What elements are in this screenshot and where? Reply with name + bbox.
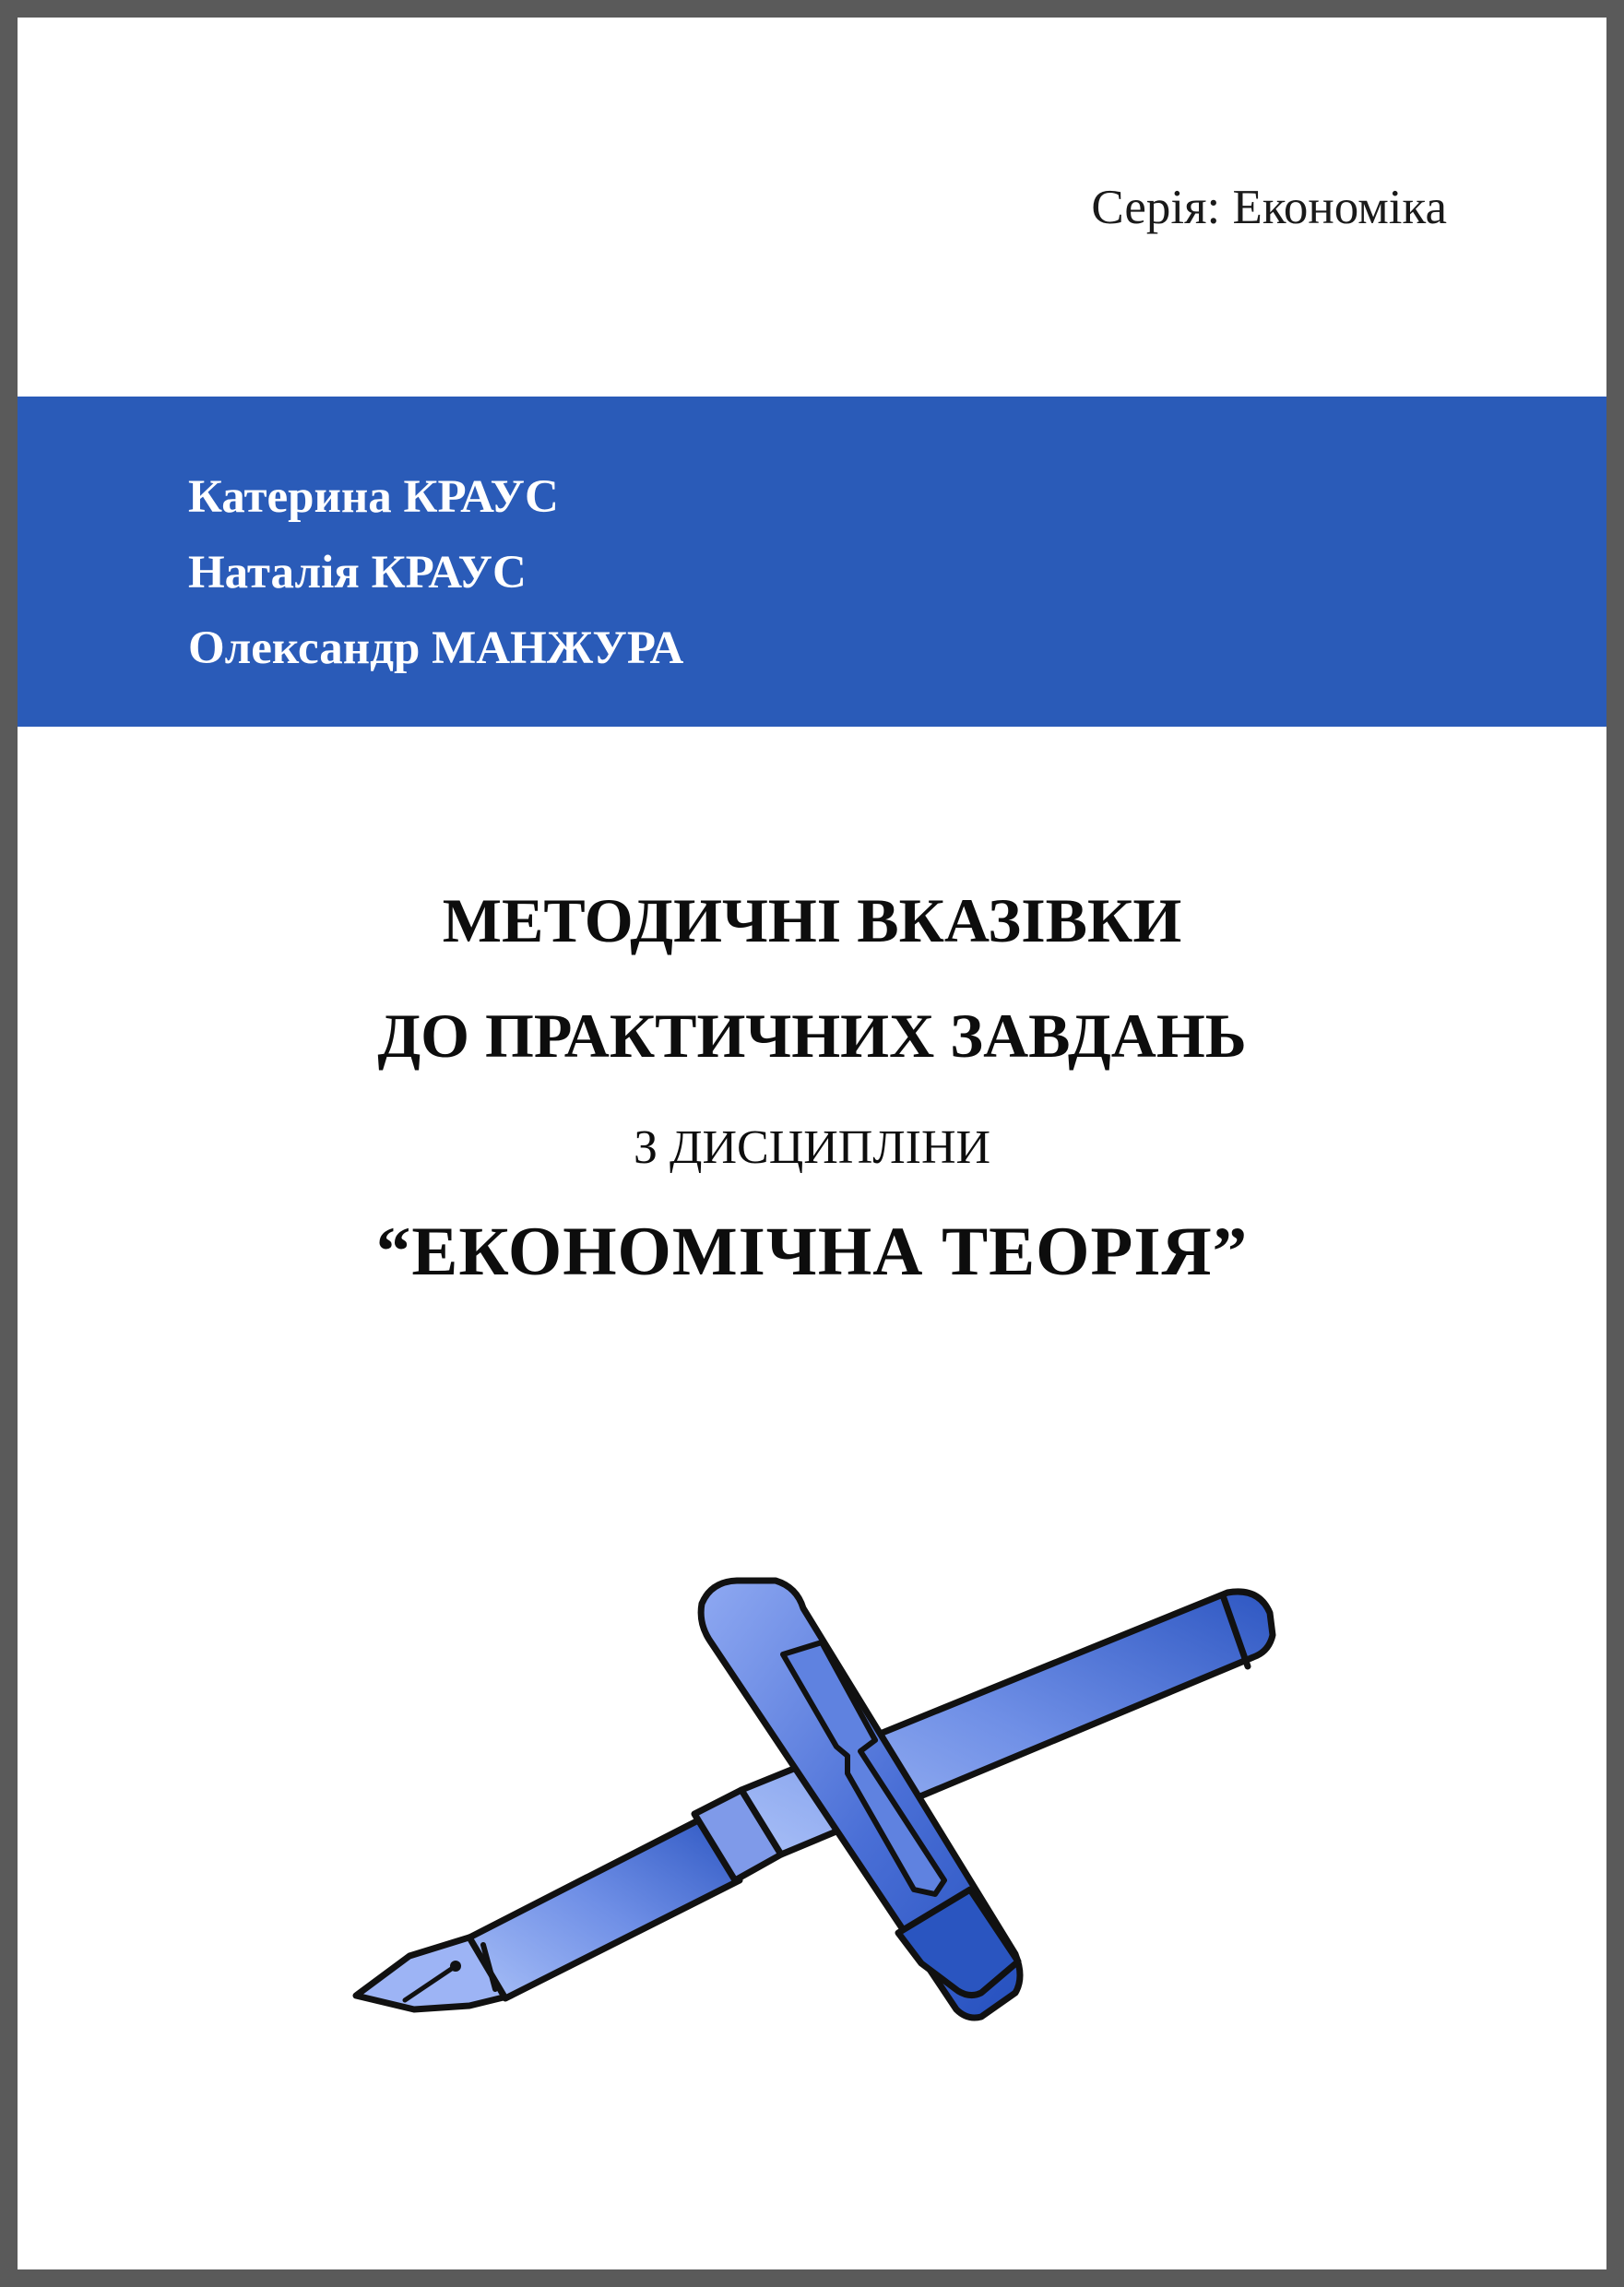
course-title: “ЕКОНОМІЧНА ТЕОРІЯ” — [375, 1214, 1249, 1290]
author-name: Наталія КРАУС — [188, 547, 527, 598]
title-line-1: МЕТОДИЧНІ ВКАЗІВКИ — [442, 885, 1182, 955]
author-name: Олександр МАНЖУРА — [188, 622, 684, 674]
title-line-3: З ДИСЦИПЛІНИ — [633, 1121, 991, 1174]
cover-page — [18, 18, 1606, 2269]
series-label: Серія: Економіка — [1091, 181, 1447, 234]
author-name: Катерина КРАУС — [188, 471, 559, 523]
authors-band — [18, 397, 1606, 727]
fountain-pen-icon — [331, 1576, 1290, 2056]
title-line-2: ДО ПРАКТИЧНИХ ЗАВДАНЬ — [377, 1001, 1247, 1071]
